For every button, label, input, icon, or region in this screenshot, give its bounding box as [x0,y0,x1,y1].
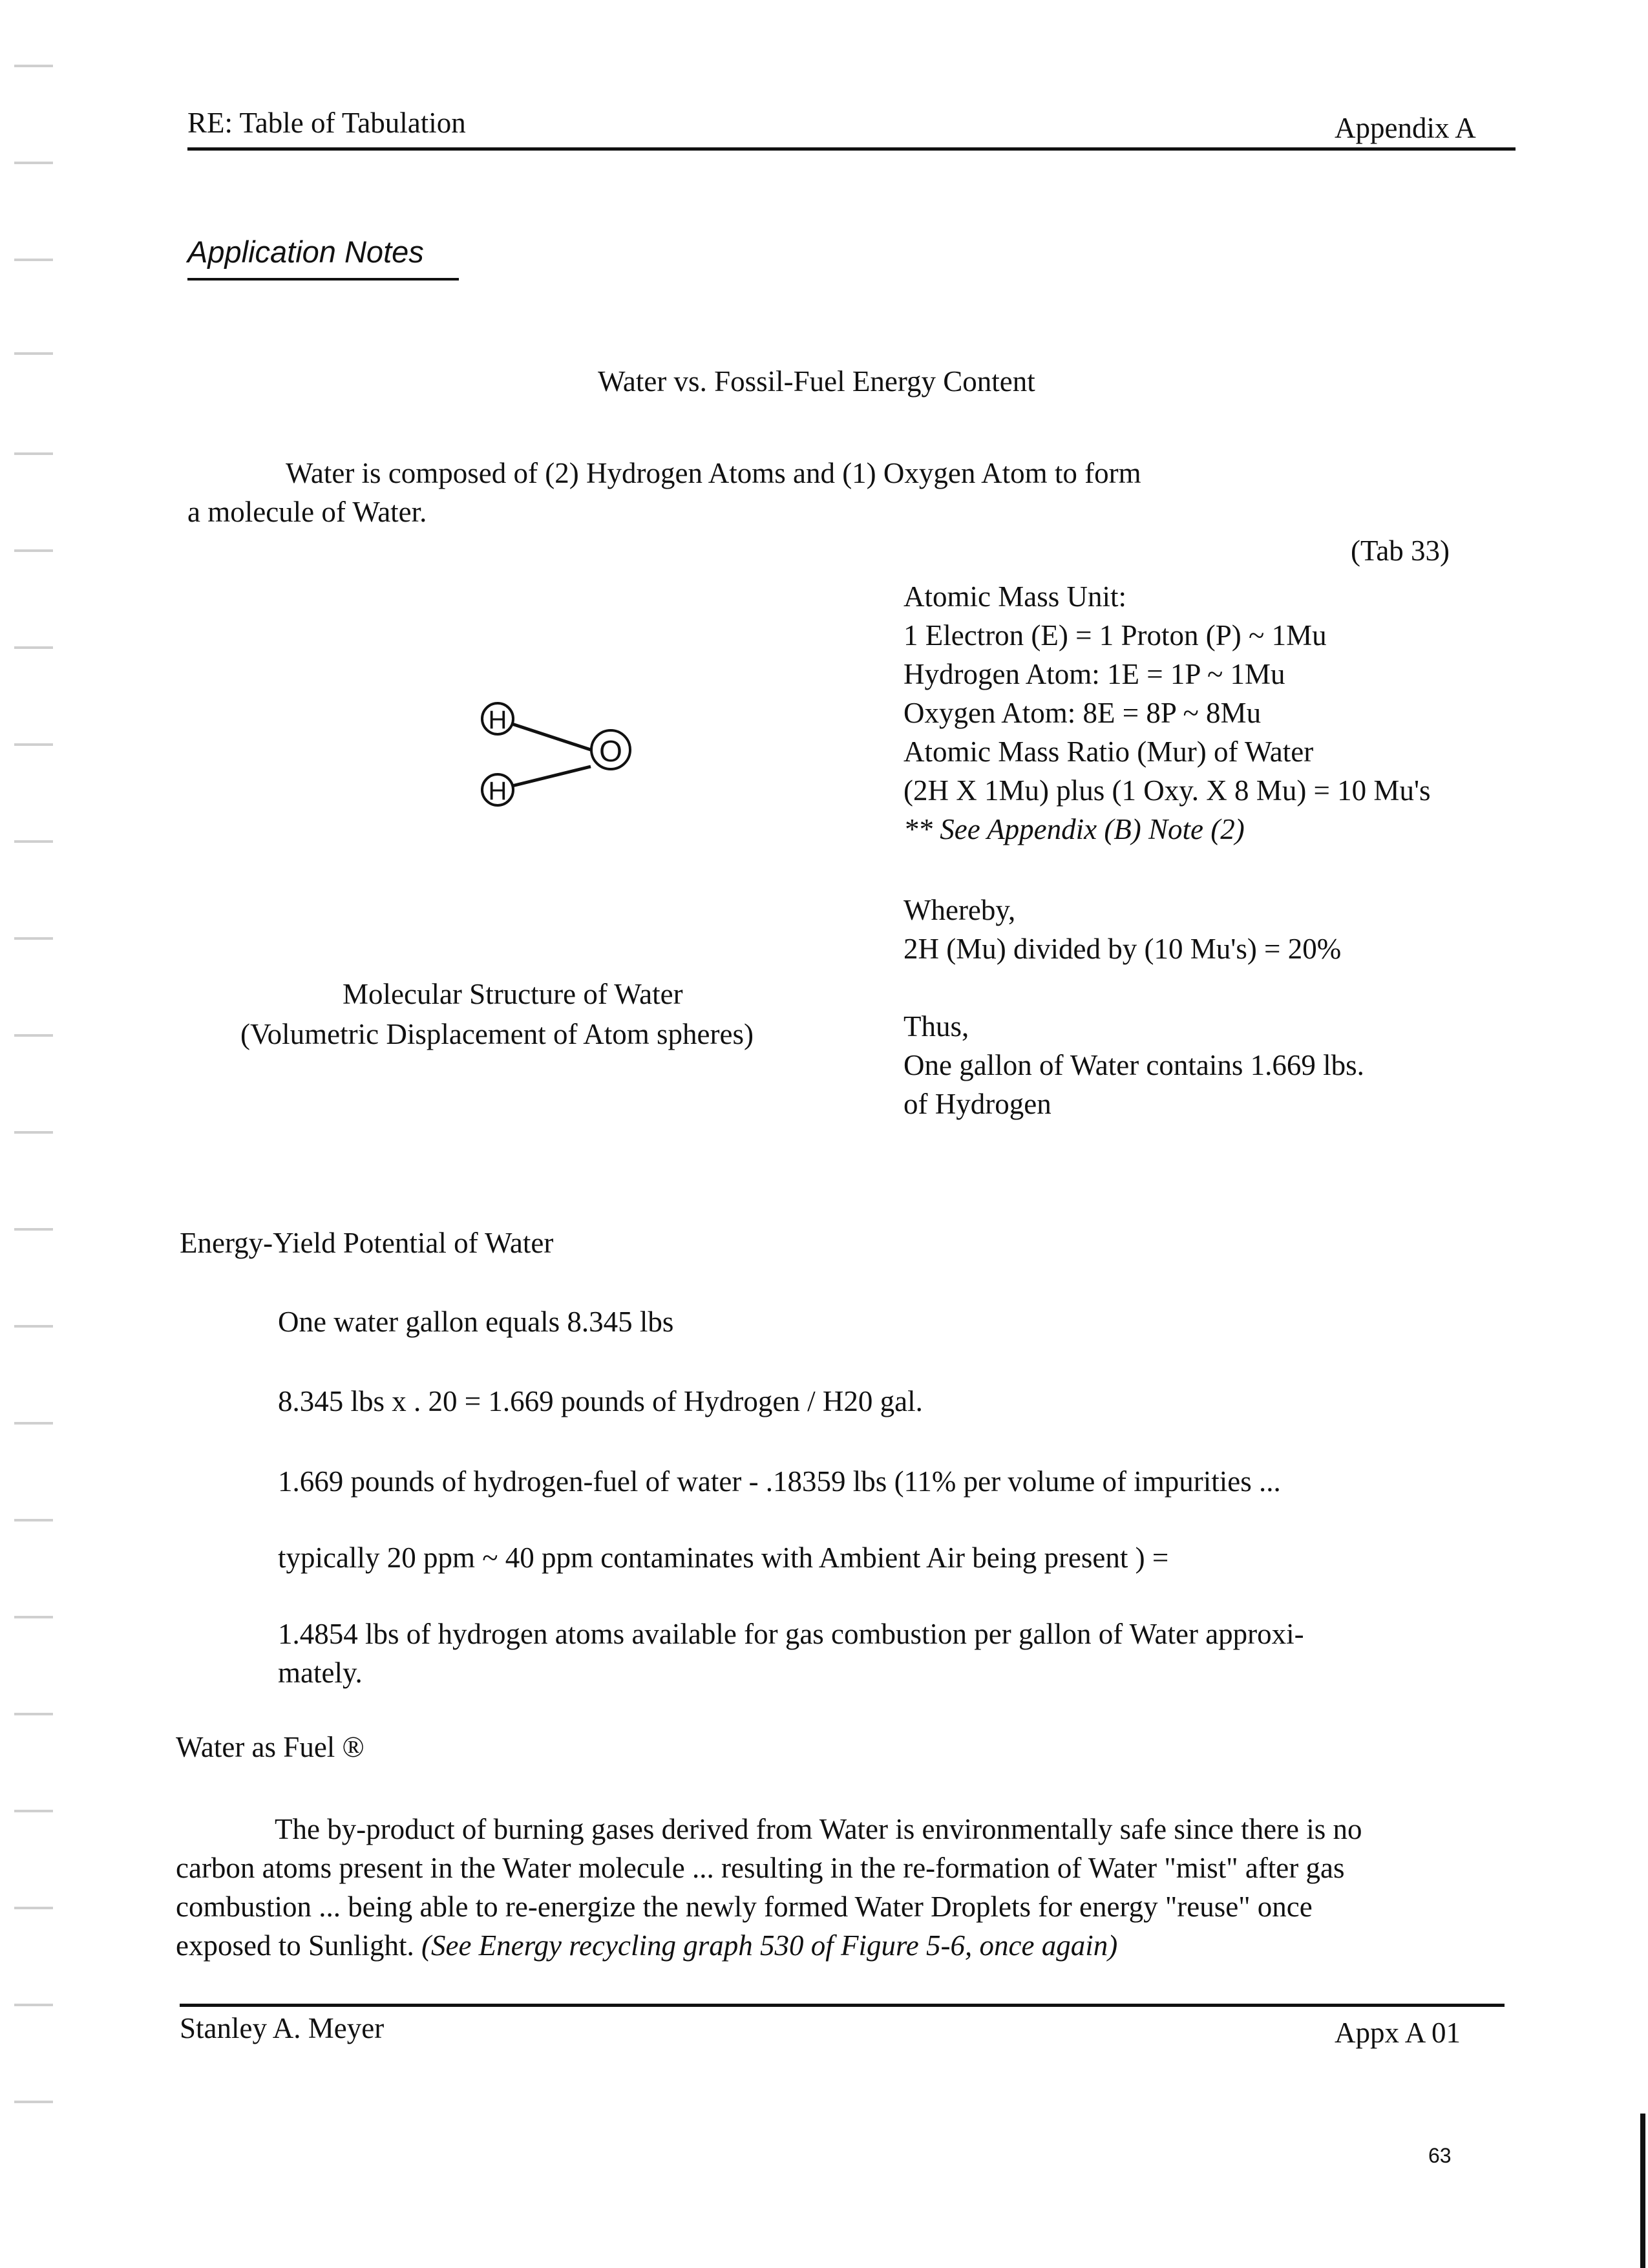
intro-line-2: a molecule of Water. [187,496,427,528]
energy-line-3: 1.669 pounds of hydrogen-fuel of water - .18359 lbs (11% per volume of impurities ... [278,1465,1281,1498]
whereby-label: Whereby, [903,894,1016,926]
fuel-para-line-4 [176,1926,1117,1965]
energy-line-1: One water gallon equals 8.345 lbs [278,1306,674,1338]
header-rule [187,147,1516,151]
header-right: Appendix A [1335,112,1476,144]
water-molecule-diagram [452,679,659,827]
fuel-heading: Water as Fuel ® [176,1731,364,1763]
thus-line-1: One gallon of Water contains 1.669 lbs. [903,1049,1364,1081]
atomic-line-5: Atomic Mass Ratio (Mur) of Water [903,736,1314,768]
footer-page-ref: Appx A 01 [1335,2017,1461,2049]
footer-rule [180,2004,1505,2007]
energy-heading: Energy-Yield Potential of Water [180,1227,554,1259]
fuel-para-line-3: combustion ... being able to re-energize the newly formed Water Droplets for energy "reuse" once [176,1891,1313,1923]
whereby-calc: 2H (Mu) divided by (10 Mu's) = 20% [903,933,1342,965]
atomic-line-4: Oxygen Atom: 8E = 8P ~ 8Mu [903,697,1262,729]
oxygen-atom-label: O [599,734,622,768]
fuel-para-line-1: The by-product of burning gases derived from Water is environmentally safe since there is no [275,1813,1362,1845]
atomic-line-3: Hydrogen Atom: 1E = 1P ~ 1Mu [903,658,1285,690]
tab-label: (Tab 33) [1351,535,1450,567]
diagram-caption-line-1: Molecular Structure of Water [343,978,683,1010]
page-number: 63 [1428,2144,1452,2167]
intro-line-1: Water is composed of (2) Hydrogen Atoms and (1) Oxygen Atom to form [286,457,1141,489]
section-title-underline [187,278,459,281]
main-title: Water vs. Fossil-Fuel Energy Content [598,365,1035,397]
energy-line-5a: 1.4854 lbs of hydrogen atoms available for gas combustion per gallon of Water approxi- [278,1618,1304,1650]
fuel-para-line-2: carbon atoms present in the Water molecule ... resulting in the re-formation of Water "mist" after gas [176,1852,1345,1884]
fuel-para-line-4-text: exposed to Sunlight. [176,1929,414,1962]
section-title: Application Notes [187,235,424,269]
energy-line-5b: mately. [278,1657,363,1689]
thus-line-2: of Hydrogen [903,1088,1051,1120]
appendix-note: ** See Appendix (B) Note (2) [903,813,1245,845]
scan-edge-bar [1640,2114,1645,2268]
header-left: RE: Table of Tabulation [187,107,466,139]
energy-line-4: typically 20 ppm ~ 40 ppm contaminates with Ambient Air being present ) = [278,1542,1169,1574]
diagram-caption-line-2: (Volumetric Displacement of Atom spheres) [240,1018,754,1050]
atomic-line-2: 1 Electron (E) = 1 Proton (P) ~ 1Mu [903,619,1327,652]
atomic-line-1: Atomic Mass Unit: [903,580,1126,613]
energy-line-2: 8.345 lbs x . 20 = 1.669 pounds of Hydrogen / H20 gal. [278,1385,923,1417]
footer-author: Stanley A. Meyer [180,2012,385,2044]
hydrogen-atom-lower-label: H [488,777,507,805]
thus-label: Thus, [903,1010,969,1043]
fuel-figure-reference: (See Energy recycling graph 530 of Figure 5-6, once again) [421,1929,1118,1962]
hydrogen-atom-upper-label: H [488,706,507,734]
atomic-line-6: (2H X 1Mu) plus (1 Oxy. X 8 Mu) = 10 Mu's [903,774,1431,807]
